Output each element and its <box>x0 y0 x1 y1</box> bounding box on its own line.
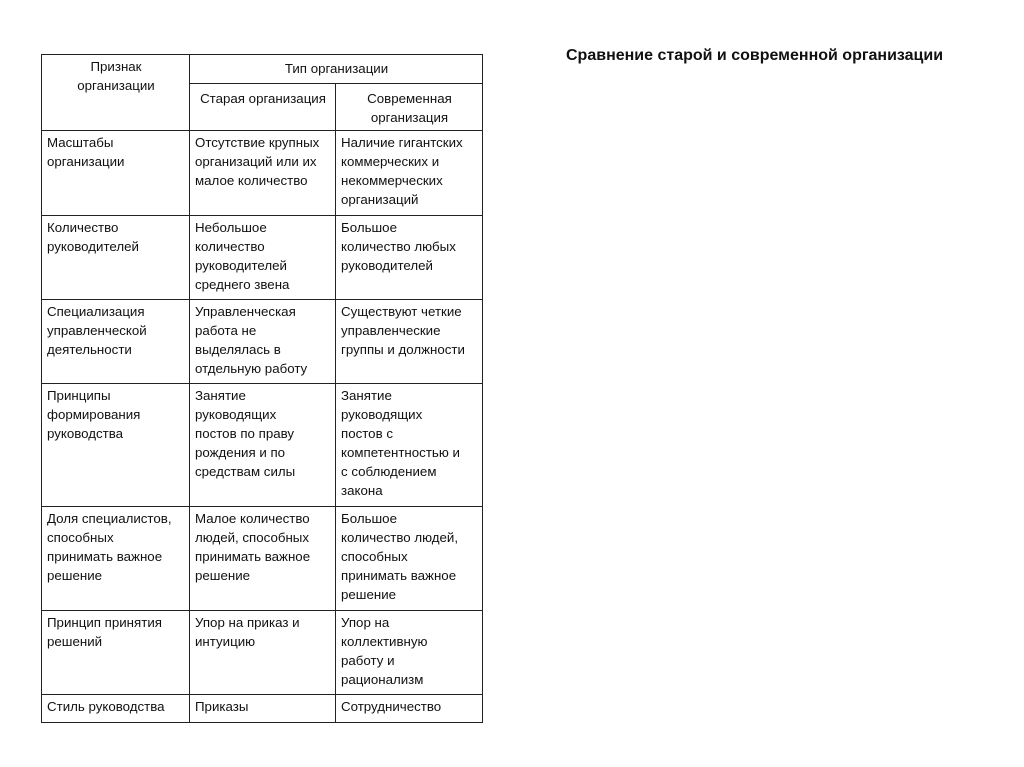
row-feature: Стиль руководства <box>42 695 190 723</box>
row-old: Небольшое количество руководителей среднего звена <box>190 216 336 300</box>
page-title: Сравнение старой и современной организации <box>566 47 944 64</box>
header-modern-org: Современная организация <box>336 84 483 131</box>
table-row <box>42 507 483 611</box>
row-old: Отсутствие крупных организаций или их малое количество <box>190 131 336 216</box>
header-org-type: Тип организации <box>190 55 483 84</box>
row-feature: Масштабы организации <box>42 131 190 216</box>
row-old: Малое количество людей, способных принимать важное решение <box>190 507 336 611</box>
row-old: Управленческая работа не выделялась в отдельную работу <box>190 300 336 384</box>
row-modern: Наличие гигантских коммерческих и некоммерческих организаций <box>336 131 483 216</box>
table-row <box>42 216 483 300</box>
table-row <box>42 695 483 723</box>
row-modern: Большое количество любых руководителей <box>336 216 483 300</box>
row-modern: Упор на коллективную работу и рационализм <box>336 611 483 695</box>
header-old-org: Старая организация <box>190 84 336 131</box>
table-row <box>42 131 483 216</box>
row-modern: Занятие руководящих постов с компетентностью и с соблюдением закона <box>336 384 483 507</box>
row-old: Занятие руководящих постов по праву рождения и по средствам силы <box>190 384 336 507</box>
header-feature: Признак организации <box>42 55 190 131</box>
row-old: Упор на приказ и интуицию <box>190 611 336 695</box>
table-row <box>42 300 483 384</box>
table-row <box>42 384 483 507</box>
comparison-table <box>41 54 483 723</box>
row-feature: Количество руководителей <box>42 216 190 300</box>
row-modern: Большое количество людей, способных принимать важное решение <box>336 507 483 611</box>
row-modern: Сотрудничество <box>336 695 483 723</box>
row-feature: Специализация управленческой деятельности <box>42 300 190 384</box>
row-modern: Существуют четкие управленческие группы и должности <box>336 300 483 384</box>
row-old: Приказы <box>190 695 336 723</box>
row-feature: Принципы формирования руководства <box>42 384 190 507</box>
table-row <box>42 611 483 695</box>
table-header-row <box>42 55 483 84</box>
row-feature: Принцип принятия решений <box>42 611 190 695</box>
row-feature: Доля специалистов, способных принимать важное решение <box>42 507 190 611</box>
